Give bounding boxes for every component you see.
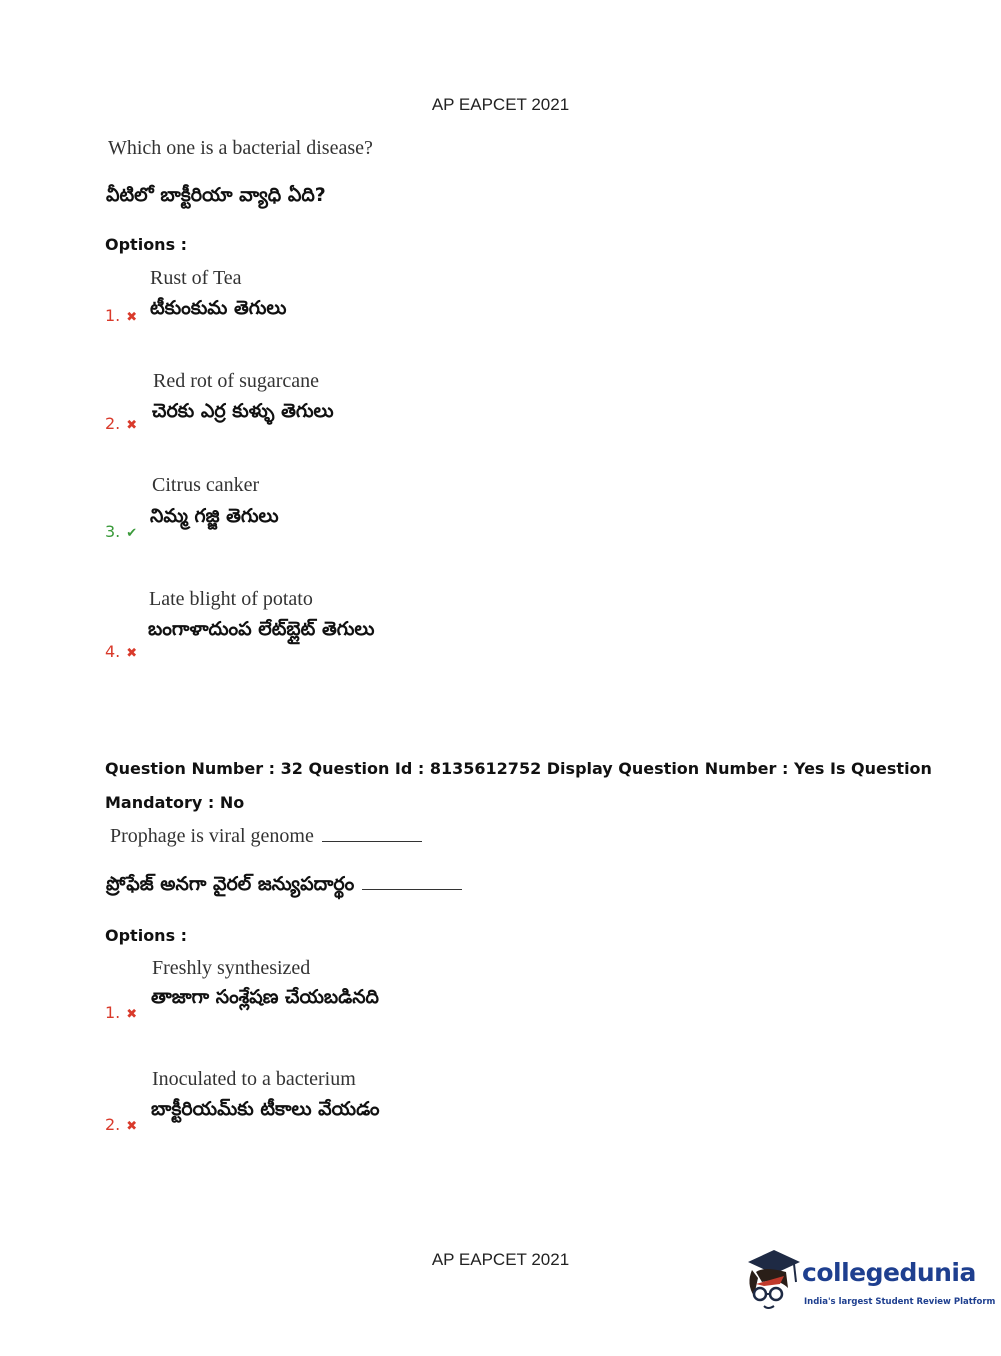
option-number: 3. bbox=[105, 522, 121, 541]
question-mandatory: Mandatory : No bbox=[105, 793, 245, 812]
page-header: AP EAPCET 2021 bbox=[431, 95, 570, 114]
wrong-mark-icon: ✖ bbox=[126, 418, 138, 433]
wrong-mark-icon: ✖ bbox=[126, 1007, 138, 1022]
question-meta: Question Number : 32 Question Id : 8135612752 Display Question Number : Yes Is Question bbox=[105, 759, 932, 778]
option-text-te: టీకుంకుమ తెగులు bbox=[150, 297, 287, 319]
option-number: 2. bbox=[105, 1115, 121, 1134]
question-text-en: Prophage is viral genome bbox=[110, 825, 422, 848]
page-footer: AP EAPCET 2021 bbox=[431, 1250, 570, 1269]
options-label: Options : bbox=[105, 235, 188, 254]
option-text-en: Rust of Tea bbox=[150, 267, 242, 289]
wrong-mark-icon: ✖ bbox=[126, 646, 138, 661]
correct-check-icon: ✔ bbox=[126, 526, 138, 541]
option-text-te: బాక్టీరియమ్‌కు టీకాలు వేయడం bbox=[151, 1098, 380, 1120]
option-number: 4. bbox=[105, 642, 121, 661]
options-label: Options : bbox=[105, 926, 188, 945]
question-text-te: వీటిలో బాక్టీరియా వ్యాధి ఏది? bbox=[106, 184, 326, 206]
option-text-en: Citrus canker bbox=[152, 474, 260, 496]
collegedunia-logo bbox=[742, 1248, 996, 1318]
option-text-en: Late blight of potato bbox=[149, 588, 313, 610]
wrong-mark-icon: ✖ bbox=[126, 1119, 138, 1134]
option-number: 2. bbox=[105, 414, 121, 433]
question-text-te: ప్రోఫేజ్ అనగా వైరల్ జన్యుపదార్థం bbox=[106, 873, 462, 900]
option-text-te: బంగాళాదుంప లేట్‌బ్లైట్ తెగులు bbox=[148, 618, 375, 640]
option-text-en: Freshly synthesized bbox=[152, 957, 311, 979]
option-text-en: Red rot of sugarcane bbox=[153, 370, 320, 392]
mascot-icon bbox=[742, 1248, 802, 1318]
logo-tagline: India's largest Student Review Platform bbox=[804, 1297, 996, 1307]
logo-wordmark: collegedunia bbox=[802, 1258, 976, 1287]
option-number: 1. bbox=[105, 1003, 121, 1022]
option-number: 1. bbox=[105, 306, 121, 325]
wrong-mark-icon: ✖ bbox=[126, 310, 138, 325]
option-text-te: చెరకు ఎర్ర కుళ్ళు తెగులు bbox=[152, 400, 334, 422]
question-text-en: Which one is a bacterial disease? bbox=[108, 137, 373, 159]
option-text-en: Inoculated to a bacterium bbox=[152, 1068, 356, 1090]
answer-blank bbox=[322, 827, 422, 842]
answer-blank bbox=[362, 875, 462, 890]
option-text-te: తాజాగా సంశ్లేషణ చేయబడినది bbox=[151, 986, 379, 1008]
option-text-te: నిమ్మ గజ్జి తెగులు bbox=[150, 505, 279, 527]
